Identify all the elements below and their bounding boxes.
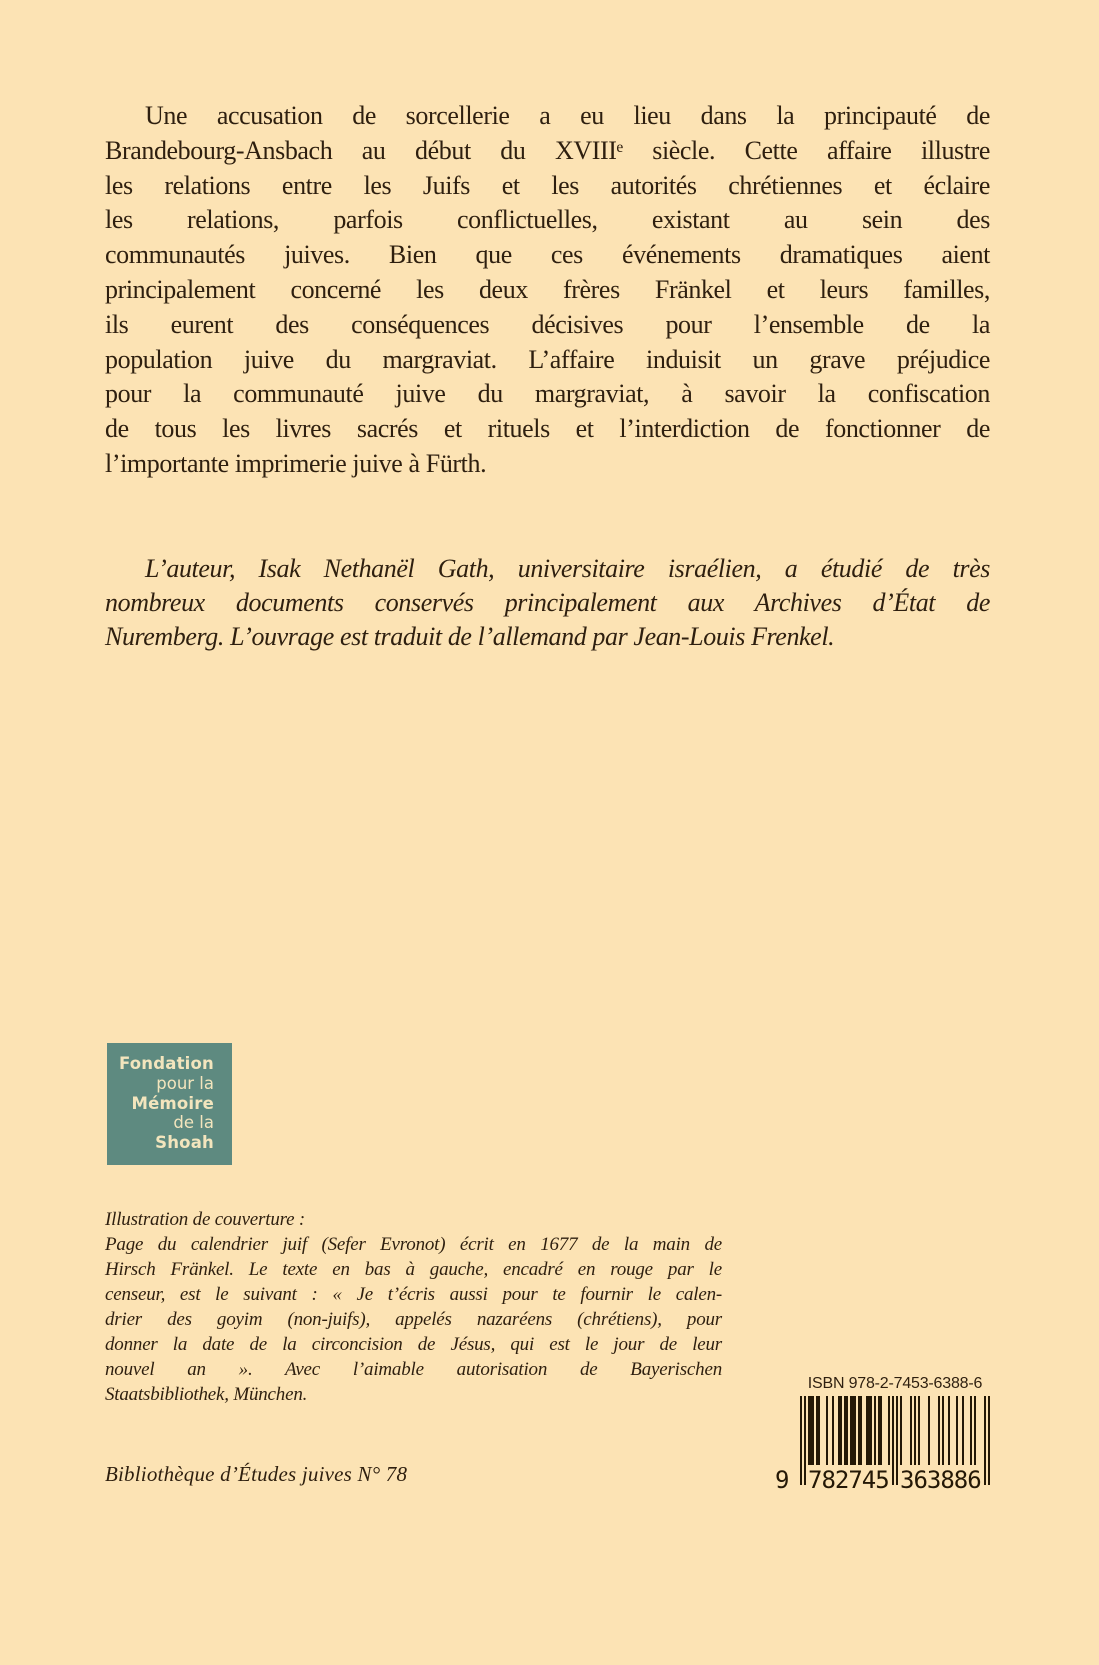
barcode-bar bbox=[874, 1396, 876, 1465]
barcode-bar bbox=[870, 1396, 872, 1465]
barcode-bar bbox=[918, 1396, 920, 1465]
barcode-bar bbox=[938, 1396, 940, 1465]
text-line: principalement concerné les deux frères Fränkel et leurs familles, bbox=[105, 274, 990, 304]
barcode-bar bbox=[840, 1396, 842, 1465]
text-line: Staatsbibliothek, München. bbox=[105, 1384, 308, 1405]
text-line: Une accusation de sorcellerie a eu lieu dans la principauté de bbox=[145, 101, 990, 130]
barcode-bar bbox=[880, 1396, 882, 1465]
author-note-paragraph bbox=[105, 552, 990, 654]
cover-illustration-text bbox=[105, 1232, 722, 1407]
barcode-bar bbox=[888, 1396, 890, 1465]
isbn-number-label: ISBN 978-2-7453-6388-6 bbox=[807, 1375, 983, 1392]
barcode-bar bbox=[914, 1396, 916, 1465]
text-line: nombreux documents conservés principalement aux Archives d’État de bbox=[105, 588, 990, 617]
barcode-bar bbox=[974, 1396, 976, 1465]
fondation-memoire-shoah-logo bbox=[107, 1043, 232, 1165]
barcode-bar bbox=[812, 1396, 814, 1465]
series-label: Bibliothèque d’Études juives N° 78 bbox=[105, 1462, 408, 1486]
cover-illustration-title: Illustration de couverture : bbox=[105, 1209, 306, 1230]
barcode-bar bbox=[928, 1396, 930, 1465]
text-line: communautés juives. Bien que ces événements dramatiques aient bbox=[105, 240, 990, 270]
barcode-bar bbox=[962, 1396, 964, 1465]
text-line: pour la communauté juive du margraviat, à savoir la confiscation bbox=[105, 379, 990, 409]
cover-illustration-note bbox=[105, 1207, 722, 1407]
barcode-bar bbox=[896, 1396, 898, 1485]
barcode-bar bbox=[800, 1396, 802, 1485]
text-line: ils eurent des conséquences décisives pour l’ensemble de la bbox=[105, 309, 990, 339]
text-line: population juive du margraviat. L’affaire induisit un grave préjudice bbox=[105, 344, 990, 374]
text-line: nouvel an ». Avec l’aimable autorisation de Bayerischen bbox=[105, 1359, 722, 1380]
logo-line-fondation: Fondation bbox=[118, 1054, 214, 1073]
barcode-bar bbox=[910, 1396, 912, 1465]
ean-lead-digit: 9 bbox=[775, 1466, 789, 1494]
logo-line-de-la: de la bbox=[173, 1113, 214, 1133]
text-line: censeur, est le suivant : « Je t’écris aussi pour te fournir le calen- bbox=[105, 1284, 722, 1305]
barcode-bar bbox=[988, 1396, 990, 1485]
text-line: de tous les livres sacrés et rituels et l’interdiction de fonctionner de bbox=[105, 414, 990, 444]
barcode-bar bbox=[826, 1396, 828, 1465]
barcode-bar bbox=[948, 1396, 950, 1465]
text-line: l’importante imprimerie juive à Fürth. bbox=[105, 448, 487, 478]
barcode-bar bbox=[846, 1396, 848, 1465]
logo-line-shoah: Shoah bbox=[155, 1133, 214, 1153]
barcode-bar bbox=[942, 1396, 944, 1465]
barcode-bar bbox=[818, 1396, 820, 1465]
barcode-bar bbox=[956, 1396, 958, 1465]
barcode-bar bbox=[892, 1396, 894, 1485]
ean-digit-group-2: 363886 bbox=[900, 1466, 981, 1494]
text-line: Hirsch Fränkel. Le texte en bas à gauche, encadré en rouge par le bbox=[105, 1259, 722, 1280]
text-line: les relations entre les Juifs et les autorités chrétiennes et éclaire bbox=[105, 170, 990, 200]
barcode-bar bbox=[854, 1396, 856, 1465]
text-line: donner la date de la circoncision de Jésus, qui est le jour de leur bbox=[105, 1334, 722, 1355]
text-line: Nuremberg. L’ouvrage est traduit de l’allemand par Jean-Louis Frenkel. bbox=[105, 622, 835, 651]
barcode-bar bbox=[970, 1396, 972, 1465]
text-line: Brandebourg-Ansbach au début du XVIIIᵉ siècle. Cette affaire illustre bbox=[105, 135, 990, 165]
ean-digit-group-1: 782745 bbox=[808, 1466, 889, 1494]
logo-line-pour-la: pour la bbox=[156, 1073, 214, 1093]
barcode-bar bbox=[984, 1396, 986, 1485]
barcode-bar bbox=[860, 1396, 862, 1465]
barcode-bar bbox=[832, 1396, 834, 1465]
barcode-bar bbox=[900, 1396, 902, 1465]
text-line: drier des goyim (non-juifs), appelés nazaréens (chrétiens), pour bbox=[105, 1309, 722, 1330]
text-line: L’auteur, Isak Nethanël Gath, universitaire israélien, a étudié de très bbox=[145, 554, 990, 583]
text-line: Page du calendrier juif (Sefer Evronot) écrit en 1677 de la main de bbox=[105, 1234, 722, 1255]
synopsis-paragraph bbox=[105, 99, 990, 482]
text-line: les relations, parfois conflictuelles, existant au sein des bbox=[105, 205, 990, 235]
logo-line-memoire: Mémoire bbox=[131, 1093, 214, 1113]
barcode-bar bbox=[804, 1396, 806, 1485]
